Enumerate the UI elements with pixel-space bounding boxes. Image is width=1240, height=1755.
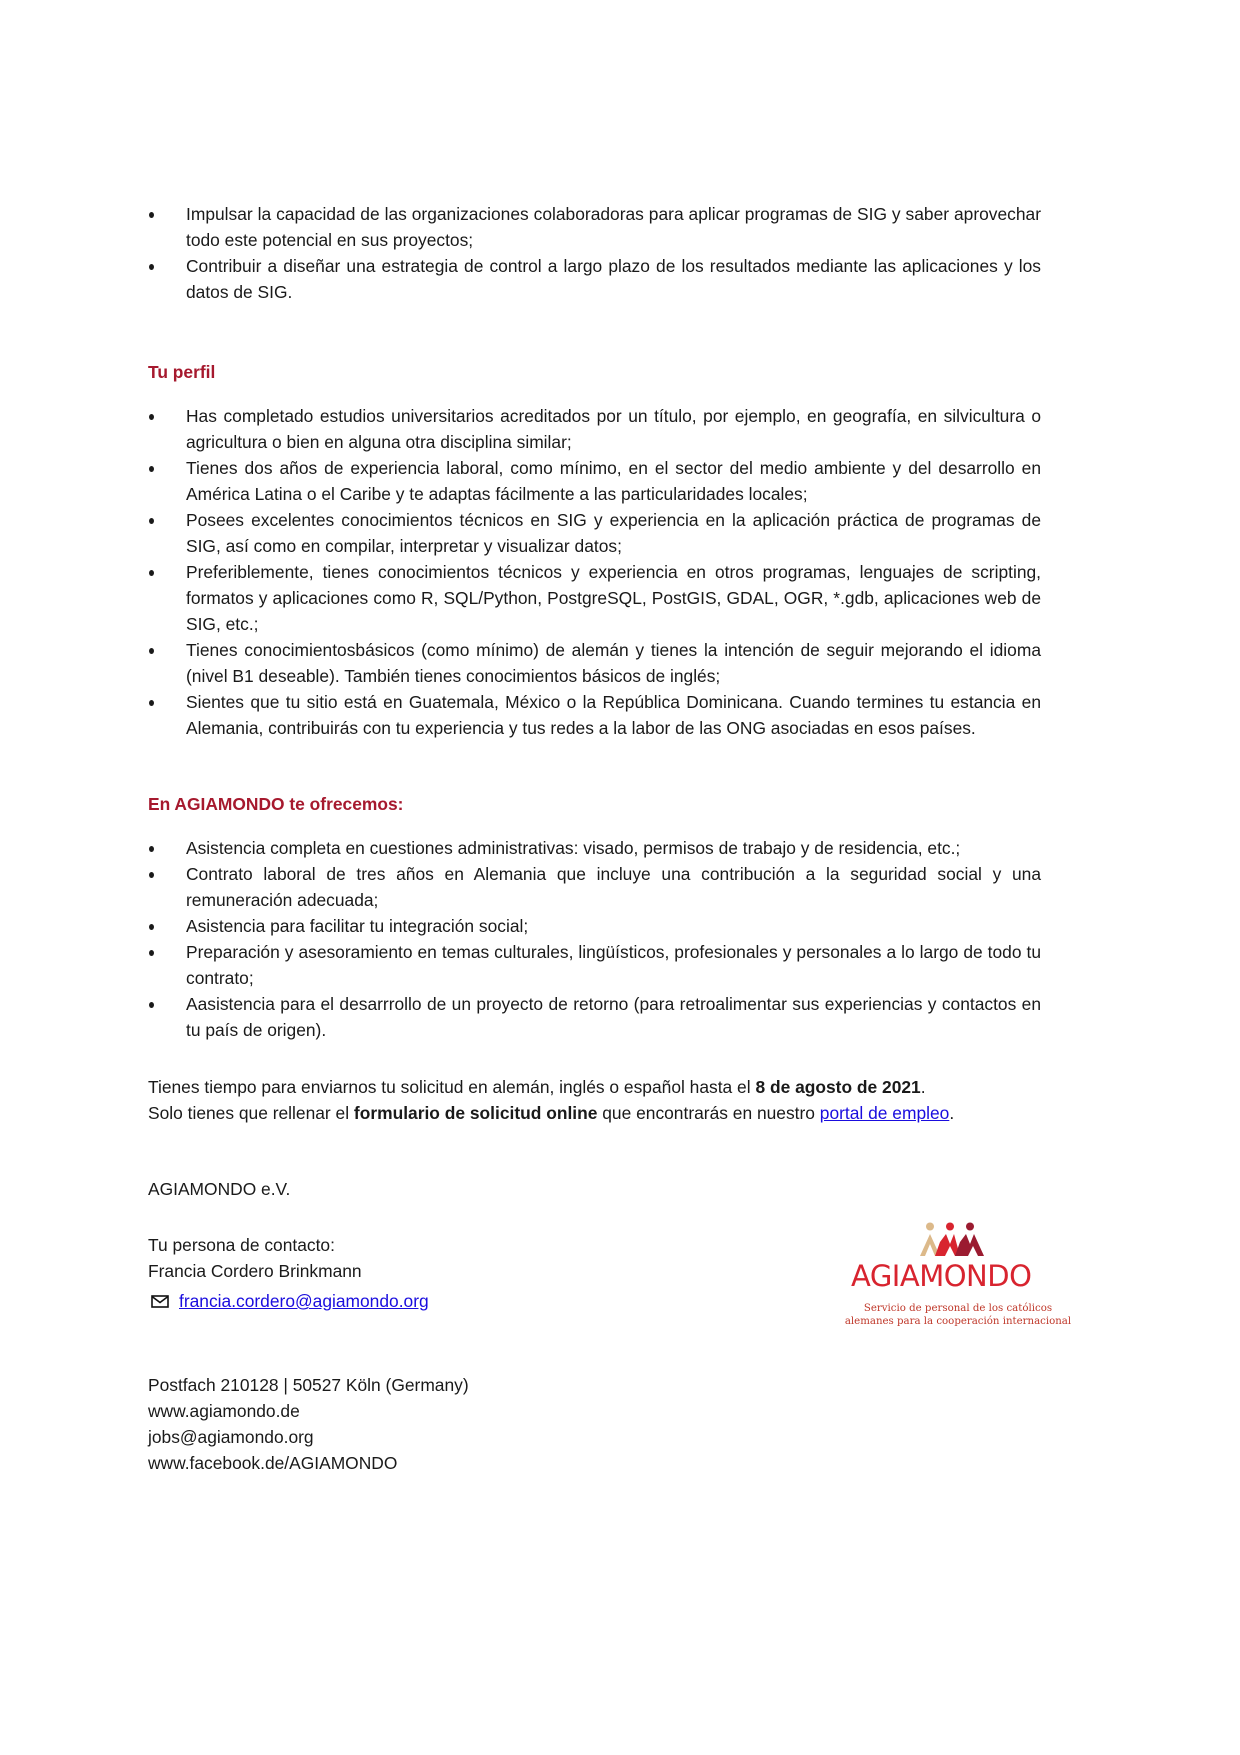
job-portal-link[interactable]: portal de empleo [819, 1103, 950, 1123]
logo-tagline: Servicio de personal de los católicos alemanes para la cooperación internacional [844, 1303, 1072, 1327]
organization-name: AGIAMONDO e.V. [148, 1179, 291, 1199]
list-item: Has completado estudios universitarios acreditados por un título, por ejemplo, en geografía, en silvicultura o agricultura o bien en alguna otra disciplina similar; [148, 403, 1041, 455]
contact-label: Tu persona de contacto: [148, 1235, 335, 1255]
section-heading-offer: En AGIAMONDO te ofrecemos: [148, 794, 404, 814]
list-item: Tienes conocimientosbásicos (como mínimo) de alemán y tienes la intención de seguir mejorando el idioma (nivel B1 deseable). También tienes conocimientos básicos de inglés; [148, 637, 1041, 689]
bullet-icon [149, 466, 154, 472]
contact-name: Francia Cordero Brinkmann [148, 1261, 362, 1281]
mail-icon [151, 1295, 169, 1308]
list-item: Contribuir a diseñar una estrategia de control a largo plazo de los resultados mediante las aplicaciones y los datos de SIG. [148, 253, 1041, 305]
people-figures-icon [918, 1222, 988, 1258]
list-item: Aasistencia para el desarrrollo de un proyecto de retorno (para retroalimentar sus experiencias y contactos en tu país de origen). [148, 991, 1041, 1043]
bullet-icon [149, 924, 154, 930]
deadline-line: Tienes tiempo para enviarnos tu solicitud en alemán, inglés o español hasta el 8 de agosto de 2021. [148, 1077, 926, 1097]
tasks-list-continued [148, 201, 1041, 305]
list-item: Asistencia para facilitar tu integración social; [148, 913, 1041, 939]
deadline-date: 8 de agosto de 2021 [755, 1077, 921, 1097]
jobs-email-text: jobs@agiamondo.org [148, 1427, 314, 1447]
application-form-label: formulario de solicitud online [353, 1103, 598, 1123]
application-info [148, 1074, 1041, 1126]
bullet-icon [149, 1002, 154, 1008]
bullet-icon [149, 518, 154, 524]
bullet-icon [149, 872, 154, 878]
list-item: Contrato laboral de tres años en Alemania que incluye una contribución a la seguridad social y una remuneración adecuada; [148, 861, 1041, 913]
footer-address-block [148, 1372, 1041, 1476]
bullet-icon [149, 414, 154, 420]
profile-list [148, 403, 1041, 741]
postal-address: Postfach 210128 | 50527 Köln (Germany) [148, 1375, 469, 1395]
website-text: www.agiamondo.de [148, 1401, 300, 1421]
facebook-text: www.facebook.de/AGIAMONDO [148, 1453, 398, 1473]
offer-list [148, 835, 1041, 1043]
list-item: Sientes que tu sitio está en Guatemala, México o la República Dominicana. Cuando termines tu estancia en Alemania, contribuirás con tu experiencia y tus redes a la labor de las ONG asociadas en esos países. [148, 689, 1041, 741]
contact-email-link[interactable]: francia.cordero@agiamondo.org [179, 1291, 429, 1311]
list-item: Preferiblemente, tienes conocimientos técnicos y experiencia en otros programas, lenguajes de scripting, formatos y aplicaciones como R, SQL/Python, PostgreSQL, PostGIS, GDAL, OGR, *.gdb, aplicaciones web de SIG, etc.; [148, 559, 1041, 637]
list-item: Preparación y asesoramiento en temas culturales, lingüísticos, profesionales y personales a lo largo de todo tu contrato; [148, 939, 1041, 991]
logo-wordmark: AGIAMONDO [851, 1259, 1032, 1293]
bullet-icon [149, 950, 154, 956]
list-item: Posees excelentes conocimientos técnicos en SIG y experiencia en la aplicación práctica de programas de SIG, así como en compilar, interpretar y visualizar datos; [148, 507, 1041, 559]
bullet-icon [149, 264, 154, 270]
list-item: Asistencia completa en cuestiones administrativas: visado, permisos de trabajo y de residencia, etc.; [148, 835, 1041, 861]
bullet-icon [149, 700, 154, 706]
list-item: Impulsar la capacidad de las organizaciones colaboradoras para aplicar programas de SIG y saber aprovechar todo este potencial en sus proyectos; [148, 201, 1041, 253]
section-heading-profile: Tu perfil [148, 362, 216, 382]
agiamondo-logo [838, 1222, 1078, 1337]
contact-block [148, 1176, 1041, 1202]
bullet-icon [149, 648, 154, 654]
list-item: Tienes dos años de experiencia laboral, como mínimo, en el sector del medio ambiente y del desarrollo en América Latina o el Caribe y te adaptas fácilmente a las particularidades locales; [148, 455, 1041, 507]
apply-line: Solo tienes que rellenar el formulario de solicitud online que encontrarás en nuestro portal de empleo. [148, 1103, 955, 1123]
bullet-icon [149, 212, 154, 218]
bullet-icon [149, 846, 154, 852]
bullet-icon [149, 570, 154, 576]
